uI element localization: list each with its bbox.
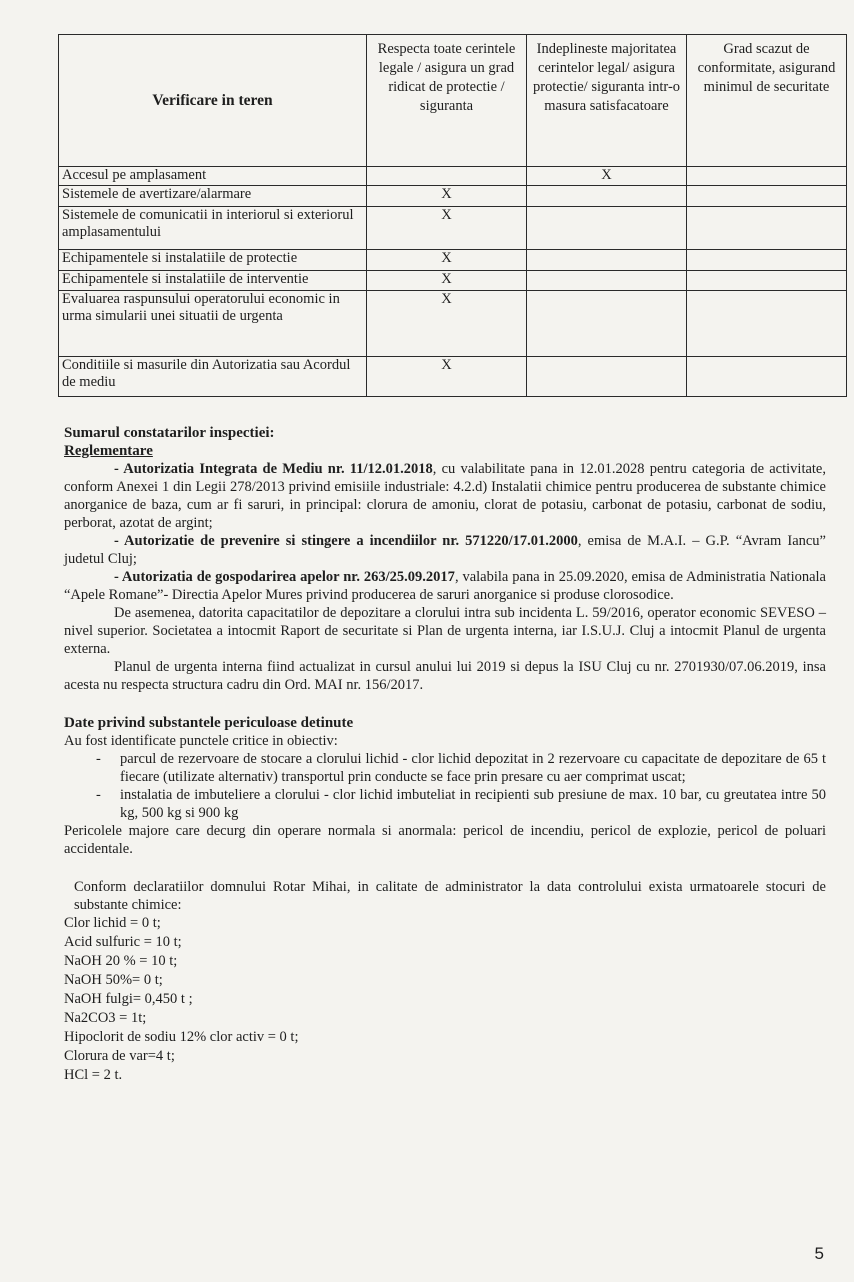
- row-cell-low: [687, 357, 847, 397]
- row-cell-low: [687, 291, 847, 357]
- row-cell-high: X: [367, 250, 527, 271]
- permit-fire-text: , emisa de M.A.I. – G.P. “Avram Iancu” judetul Cluj;: [64, 533, 826, 567]
- table-row: [59, 186, 847, 207]
- verification-table: [58, 34, 847, 397]
- table-row: [59, 357, 847, 397]
- header-medium-compliance: Indeplineste majoritatea cerintelor legal/ asigura protectie/ siguranta intr-o masura satisfacatoare: [527, 35, 687, 167]
- report-body: [64, 424, 826, 1085]
- stock-item: Na2CO3 = 1t;: [64, 1010, 147, 1026]
- permit-fire-title: - Autorizatie de prevenire si stingere a incendiilor nr. 571220/17.01.2000: [114, 533, 578, 549]
- stock-item: Hipoclorit de sodiu 12% clor activ = 0 t;: [64, 1029, 299, 1045]
- row-cell-medium: [527, 186, 687, 207]
- permit-environment-title: - Autorizatia Integrata de Mediu nr. 11/12.01.2018: [114, 461, 433, 477]
- row-cell-high: [367, 167, 527, 186]
- table-row: [59, 250, 847, 271]
- permit-water-text: , valabila pana in 25.09.2020, emisa de Administratia Nationala “Apele Romane”- Directia Apelor Mures privind producerea de saruri anorganice si produse clorosodice.: [64, 569, 826, 603]
- table-row: [59, 291, 847, 357]
- permit-environment: [64, 460, 826, 532]
- row-cell-medium: [527, 271, 687, 291]
- table-header-row: [59, 35, 847, 167]
- row-cell-low: [687, 250, 847, 271]
- stock-item: NaOH 20 % = 10 t;: [64, 953, 178, 969]
- row-cell-high: X: [367, 357, 527, 397]
- stock-item: Clorura de var=4 t;: [64, 1048, 175, 1064]
- stock-item: NaOH fulgi= 0,450 t ;: [64, 991, 193, 1007]
- stock-item: Acid sulfuric = 10 t;: [64, 934, 182, 950]
- table-row: [59, 207, 847, 250]
- row-cell-medium: [527, 291, 687, 357]
- row-cell-medium: [527, 250, 687, 271]
- hazard-dangers: Pericolele majore care decurg din operare normala si anormala: pericol de incendiu, pericol de explozie, pericol de poluari accidentale.: [64, 823, 826, 857]
- row-label: Conditiile si masurile din Autorizatia sau Acordul de mediu: [59, 357, 367, 397]
- header-high-compliance: Respecta toate cerintele legale / asigura un grad ridicat de protectie / siguranta: [367, 35, 527, 167]
- stocks-intro: Conform declaratiilor domnului Rotar Mihai, in calitate de administrator la data controlului exista urmatoarele stocuri de substante chimice:: [74, 879, 826, 913]
- row-cell-medium: X: [527, 167, 687, 186]
- header-verificare: Verificare in teren: [59, 35, 367, 167]
- row-cell-high: X: [367, 186, 527, 207]
- hazard-title: Date privind substantele periculoase detinute: [64, 715, 354, 731]
- row-label: Echipamentele si instalatiile de protectie: [59, 250, 367, 271]
- row-cell-low: [687, 167, 847, 186]
- row-label: Echipamentele si instalatiile de interventie: [59, 271, 367, 291]
- hazard-intro: Au fost identificate punctele critice in obiectiv:: [64, 733, 338, 749]
- row-cell-low: [687, 207, 847, 250]
- emergency-plan-paragraph: Planul de urgenta interna fiind actualizat in cursul anului lui 2019 si depus la ISU Cluj cu nr. 2701930/07.06.2019, insa acesta nu respecta structura cadru din Ord. MAI nr. 156/2017.: [64, 659, 826, 693]
- row-cell-high: X: [367, 207, 527, 250]
- permit-water-title: - Autorizatia de gospodarirea apelor nr. 263/25.09.2017: [114, 569, 455, 585]
- permit-fire: [64, 532, 826, 568]
- row-cell-high: X: [367, 271, 527, 291]
- list-item: - parcul de rezervoare de stocare a clorului lichid - clor lichid depozitat in 2 rezervoare cu capacitate de depozitare de 65 t fiecare (utilizate alternativ) transportul prin conducte se face prin presare cu aer comprimat uscat;: [96, 751, 826, 785]
- seveso-paragraph: De asemenea, datorita capacitatilor de depozitare a clorului intra sub incidenta L. 59/2016, operator economic SEVESO – nivel superior. Societatea a intocmit Raport de securitate si Plan de urgenta interna, iar I.S.U.J. Cluj a intocmit Planul de urgenta externa.: [64, 605, 826, 657]
- permit-water: [64, 568, 826, 604]
- list-item: - instalatia de imbuteliere a clorului - clor lichid imbuteliat in recipienti sub presiune de max. 10 bar, cu greutatea intre 50 kg, 500 kg si 900 kg: [96, 787, 826, 821]
- permit-environment-text: , cu valabilitate pana in 12.01.2028 pentru categoria de activitate, conform Anexei 1 din Legii 278/2013 privind emisiile industriale: 4.2.d) Instalatii chimice pentru producerea de substante chimice anorganice de baza, cum ar fi saruri, in principal: clorura de amoniu, clorat de potasiu, carbonat de potasiu, carbonat de sodiu, perborat, azotat de argint;: [64, 461, 826, 531]
- table-row: [59, 167, 847, 186]
- row-label: Sistemele de avertizare/alarmare: [59, 186, 367, 207]
- table-row: [59, 271, 847, 291]
- stock-item: NaOH 50%= 0 t;: [64, 972, 163, 988]
- row-cell-medium: [527, 357, 687, 397]
- row-label: Evaluarea raspunsului operatorului economic in urma simularii unei situatii de urgenta: [59, 291, 367, 357]
- row-cell-low: [687, 186, 847, 207]
- summary-subtitle: Reglementare: [64, 443, 153, 459]
- row-label: Sistemele de comunicatii in interiorul si exteriorul amplasamentului: [59, 207, 367, 250]
- page-number: 5: [814, 1244, 824, 1263]
- row-cell-medium: [527, 207, 687, 250]
- stock-item: Clor lichid = 0 t;: [64, 915, 161, 931]
- row-cell-low: [687, 271, 847, 291]
- stock-item: HCl = 2 t.: [64, 1067, 123, 1083]
- row-cell-high: X: [367, 291, 527, 357]
- summary-title: Sumarul constatarilor inspectiei:: [64, 425, 275, 441]
- row-label: Accesul pe amplasament: [59, 167, 367, 186]
- header-low-compliance: Grad scazut de conformitate, asigurand minimul de securitate: [687, 35, 847, 167]
